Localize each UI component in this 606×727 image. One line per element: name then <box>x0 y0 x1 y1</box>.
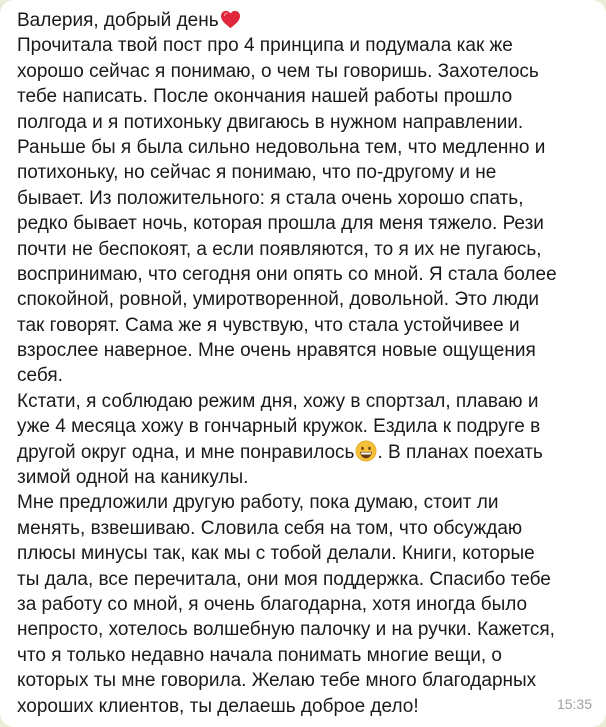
message-line: Мне предложили другую работу, пока думаю, стоит ли <box>17 492 499 514</box>
message-line: другой округ одна, и мне понравилось . В планах поехать <box>17 441 543 463</box>
message-line: что я только недавно начала понимать многие вещи, о <box>17 644 502 666</box>
message-line: воспринимаю, что сегодня они опять со мной. Я стала более <box>17 263 557 285</box>
message-line: Кстати, я соблюдаю режим дня, хожу в спортзал, плаваю и <box>17 390 539 412</box>
message-line: бывает. Из положительного: я стала очень хорошо спать, <box>17 187 524 209</box>
message-line: которых ты мне говорила. Желаю тебе много благодарных <box>17 670 537 692</box>
message-line: взрослее наверное. Мне очень нравятся новые ощущения <box>17 340 536 362</box>
grinning-face-icon <box>355 440 377 462</box>
message-line: уже 4 месяца хожу в гончарный кружок. Ездила к подруге в <box>17 416 541 438</box>
message-line: редко бывает ночь, которая прошла для меня тяжело. Рези <box>17 213 544 235</box>
message-line: плюсы минусы так, как мы с тобой делали. Книги, которые <box>17 543 535 565</box>
message-line: Прочитала твой пост про 4 принципа и подумала как же <box>17 35 513 57</box>
message-line: Валерия, добрый день <box>17 8 592 33</box>
message-line: хороших клиентов, ты делаешь доброе дело! <box>17 695 419 717</box>
message-line: спокойной, ровной, умиротворенной, довольной. Это люди <box>17 289 539 311</box>
message-timestamp: 15:35 <box>556 695 592 712</box>
red-heart-icon <box>220 10 241 29</box>
message-line: тебе написать. После окончания нашей работы прошло <box>17 86 513 108</box>
message-line: так говорят. Сама же я чувствую, что стала устойчивее и <box>17 314 520 336</box>
message-line: полгода и я потихоньку двигаюсь в нужном направлении. <box>17 111 524 133</box>
message-line: менять, взвешиваю. Словила себя на том, что обсуждаю <box>17 517 523 539</box>
message-line: за работу со мной, я очень благодарна, хотя иногда было <box>17 593 528 615</box>
message-line: почти не беспокоят, а если появляются, то я их не пугаюсь, <box>17 238 542 260</box>
message-line: ты дала, все перечитала, они моя поддержка. Спасибо тебе <box>17 568 551 590</box>
message-line: потихоньку, но сейчас я понимаю, что по-другому и не <box>17 162 497 184</box>
message-line: хорошо сейчас я понимаю, о чем ты говоришь. Захотелось <box>17 60 539 82</box>
message-line: себя. <box>17 365 63 387</box>
message-line: непросто, хотелось волшебную палочку и на ручки. Кажется, <box>17 619 555 641</box>
message-line: Раньше бы я была сильно недовольна тем, что медленно и <box>17 136 546 158</box>
message-line: зимой одной на каникулы. <box>17 467 249 489</box>
